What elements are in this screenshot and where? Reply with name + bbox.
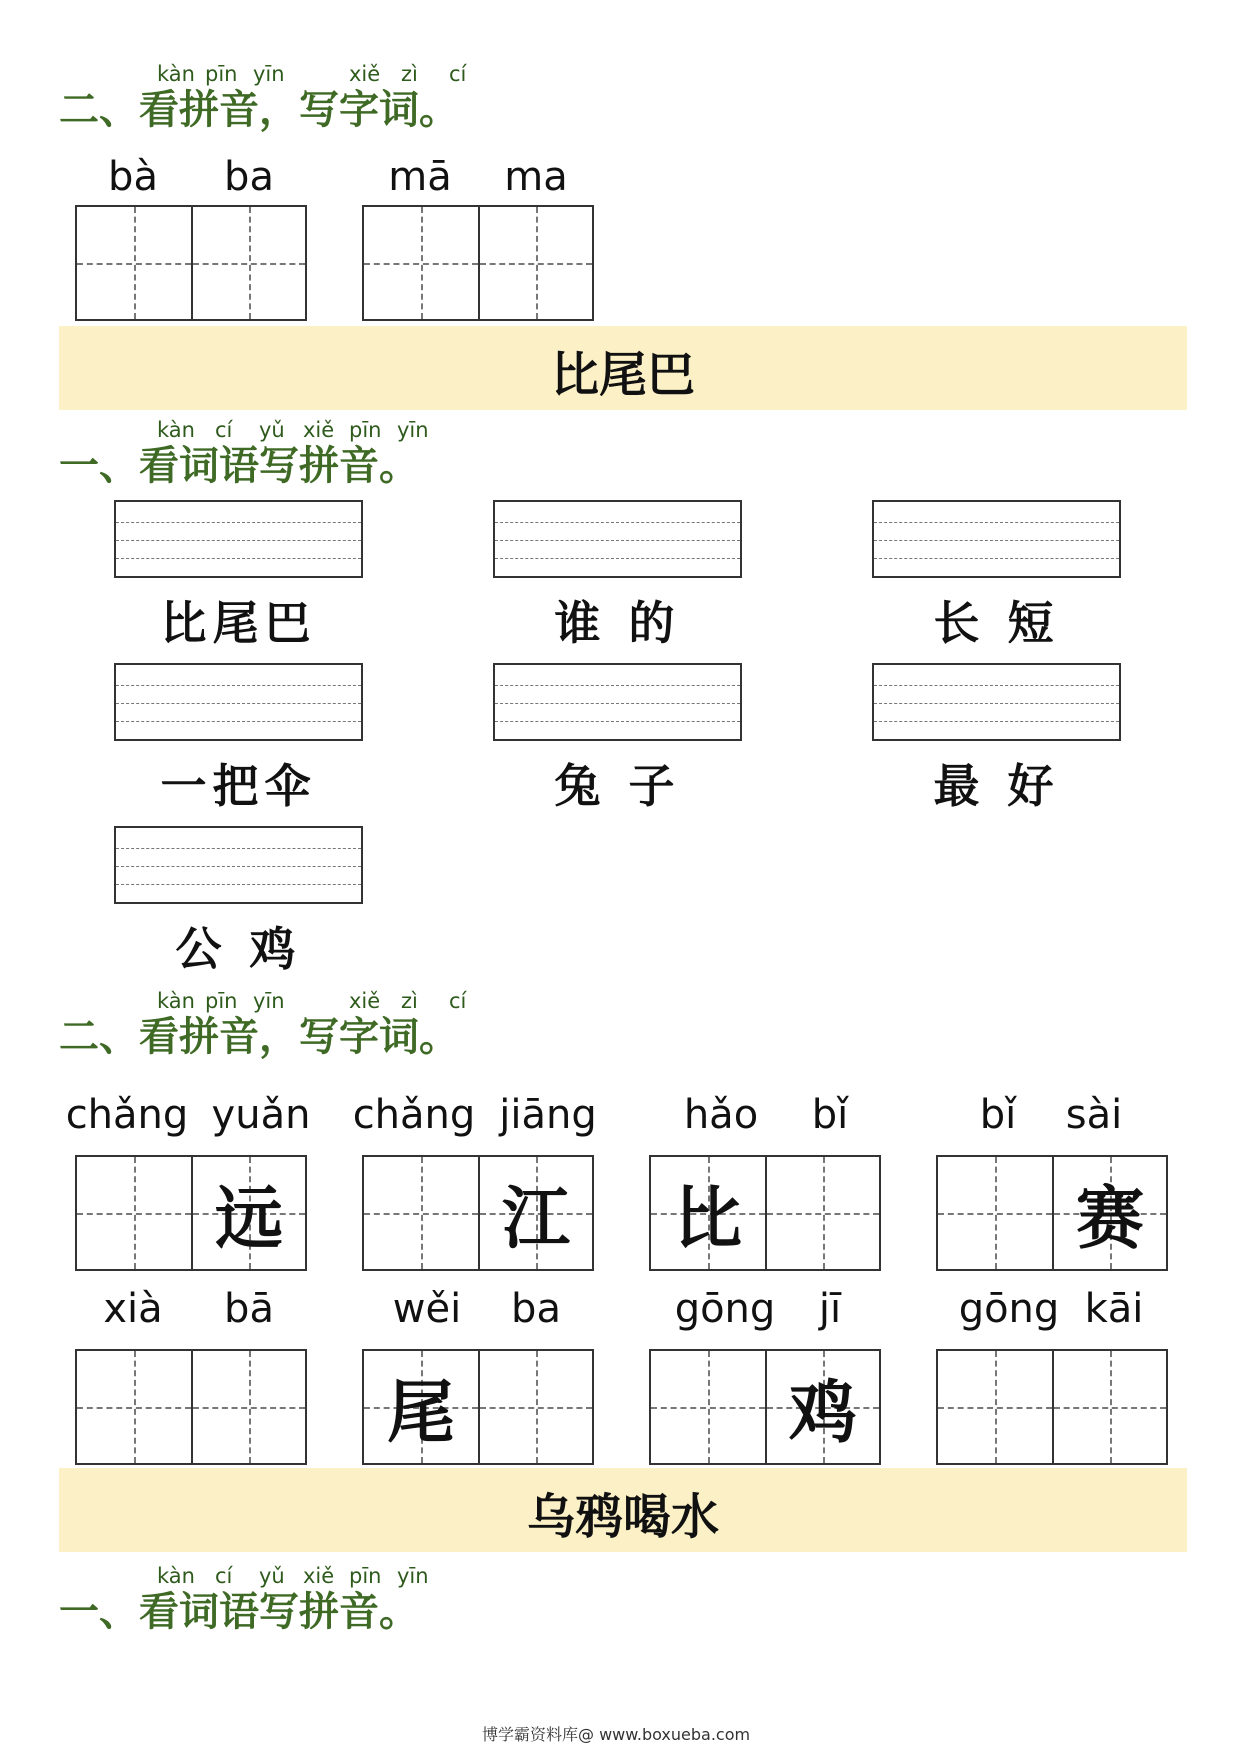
pinyin-writing-box[interactable] bbox=[114, 826, 363, 904]
pinyin: ma bbox=[504, 154, 568, 200]
annotation: pīn bbox=[205, 62, 238, 86]
grid-cell[interactable] bbox=[478, 1351, 592, 1463]
lesson-title: 乌鸦喝水 bbox=[526, 1489, 719, 1545]
grid-cell[interactable] bbox=[1052, 1157, 1166, 1269]
word: 一把伞 bbox=[160, 759, 317, 813]
pinyin: ba bbox=[224, 154, 274, 200]
annotation: yǔ bbox=[259, 1564, 285, 1588]
writing-grid[interactable] bbox=[75, 1349, 307, 1465]
annotation: yīn bbox=[253, 989, 285, 1013]
pinyin: gōng bbox=[674, 1286, 776, 1332]
pinyin: mā bbox=[388, 154, 452, 200]
writing-grid[interactable] bbox=[649, 1349, 881, 1465]
section-heading: 一、看词语写拼音。 bbox=[59, 1588, 419, 1635]
section-heading: 一、看词语写拼音。 bbox=[59, 442, 419, 489]
annotation: yīn bbox=[397, 418, 429, 442]
writing-grid[interactable] bbox=[649, 1155, 881, 1271]
given-char bbox=[651, 1351, 765, 1463]
lesson-banner bbox=[59, 1468, 1187, 1552]
lesson2-part1 bbox=[0, 1552, 1240, 1672]
annotation: pīn bbox=[205, 989, 238, 1013]
given-char bbox=[480, 207, 592, 319]
writing-grid[interactable] bbox=[362, 1155, 594, 1271]
grid-cell[interactable] bbox=[478, 1157, 592, 1269]
pinyin: bà bbox=[108, 154, 158, 200]
annotation: kàn bbox=[157, 1564, 195, 1588]
lesson-title: 比尾巴 bbox=[550, 347, 695, 403]
annotation: xiě bbox=[303, 1564, 335, 1588]
word: 比尾巴 bbox=[160, 596, 317, 650]
pinyin-writing-box[interactable] bbox=[114, 500, 363, 578]
grid-cell[interactable] bbox=[77, 1351, 191, 1463]
given-char: 赛 bbox=[1075, 1178, 1144, 1259]
pinyin: sài bbox=[1065, 1092, 1123, 1138]
annotation: yīn bbox=[253, 62, 285, 86]
given-char bbox=[77, 1351, 191, 1463]
annotation: xiě bbox=[349, 989, 381, 1013]
given-char bbox=[938, 1157, 1052, 1269]
writing-grid[interactable] bbox=[75, 1155, 307, 1271]
annotation: cí bbox=[215, 418, 233, 442]
annotation: xiě bbox=[349, 62, 381, 86]
section-heading: 二、看拼音，写字词。 bbox=[59, 86, 459, 133]
grid-cell[interactable] bbox=[364, 207, 478, 319]
grid-cell[interactable] bbox=[191, 207, 305, 319]
pinyin-writing-box[interactable] bbox=[493, 663, 742, 741]
writing-grid[interactable] bbox=[362, 1349, 594, 1465]
grid-cell[interactable] bbox=[651, 1157, 765, 1269]
grid-cell[interactable] bbox=[77, 207, 191, 319]
pinyin: wěi bbox=[392, 1286, 462, 1332]
given-char: 鸡 bbox=[788, 1372, 857, 1453]
annotation: cí bbox=[215, 1564, 233, 1588]
given-char bbox=[364, 207, 478, 319]
annotation: zì bbox=[401, 989, 418, 1013]
given-char bbox=[767, 1157, 879, 1269]
word: 长 短 bbox=[933, 596, 1060, 650]
word: 公 鸡 bbox=[175, 922, 302, 976]
grid-cell[interactable] bbox=[765, 1157, 879, 1269]
given-char: 尾 bbox=[386, 1372, 455, 1453]
lesson-banner bbox=[59, 326, 1187, 410]
given-char bbox=[193, 1351, 305, 1463]
given-char: 远 bbox=[214, 1178, 283, 1259]
grid-cell[interactable] bbox=[191, 1157, 305, 1269]
pinyin-writing-box[interactable] bbox=[114, 663, 363, 741]
given-char bbox=[364, 1157, 478, 1269]
annotation: yǔ bbox=[259, 418, 285, 442]
given-char bbox=[77, 1157, 191, 1269]
annotation: cí bbox=[449, 989, 467, 1013]
pinyin: kāi bbox=[1084, 1286, 1144, 1332]
writing-grid[interactable] bbox=[936, 1155, 1168, 1271]
section-top bbox=[0, 0, 1240, 330]
pinyin-writing-box[interactable] bbox=[872, 663, 1121, 741]
grid-cell[interactable] bbox=[1052, 1351, 1166, 1463]
grid-cell[interactable] bbox=[364, 1351, 478, 1463]
pinyin: hǎo bbox=[683, 1092, 759, 1138]
given-char bbox=[77, 207, 191, 319]
pinyin: chǎng bbox=[65, 1092, 189, 1138]
grid-cell[interactable] bbox=[938, 1157, 1052, 1269]
grid-cell[interactable] bbox=[765, 1351, 879, 1463]
annotation: zì bbox=[401, 62, 418, 86]
annotation: cí bbox=[449, 62, 467, 86]
given-char bbox=[480, 1351, 592, 1463]
grid-cell[interactable] bbox=[938, 1351, 1052, 1463]
given-char: 江 bbox=[501, 1178, 570, 1259]
pinyin: bǐ bbox=[979, 1092, 1017, 1138]
pinyin: yuǎn bbox=[211, 1092, 311, 1138]
grid-cell[interactable] bbox=[191, 1351, 305, 1463]
writing-grid[interactable] bbox=[362, 205, 594, 321]
annotation: pīn bbox=[349, 1564, 382, 1588]
given-char bbox=[1054, 1351, 1166, 1463]
footer-watermark: 博学霸资料库@ www.boxueba.com bbox=[482, 1725, 751, 1744]
grid-cell[interactable] bbox=[478, 207, 592, 319]
word: 谁 的 bbox=[554, 596, 681, 650]
given-char bbox=[938, 1351, 1052, 1463]
pinyin: gōng bbox=[958, 1286, 1060, 1332]
grid-cell[interactable] bbox=[364, 1157, 478, 1269]
grid-cell[interactable] bbox=[651, 1351, 765, 1463]
lesson1-part1 bbox=[0, 410, 1240, 976]
given-char bbox=[193, 207, 305, 319]
word: 最 好 bbox=[933, 759, 1060, 813]
section-heading: 二、看拼音，写字词。 bbox=[59, 1013, 459, 1060]
writing-grid[interactable] bbox=[75, 205, 307, 321]
annotation: kàn bbox=[157, 62, 195, 86]
pinyin: bǐ bbox=[811, 1092, 849, 1138]
pinyin: jī bbox=[818, 1286, 842, 1332]
grid-cell[interactable] bbox=[77, 1157, 191, 1269]
pinyin-writing-box[interactable] bbox=[493, 500, 742, 578]
pinyin: bā bbox=[224, 1286, 274, 1332]
annotation: kàn bbox=[157, 989, 195, 1013]
pinyin-writing-box[interactable] bbox=[872, 500, 1121, 578]
word: 兔 子 bbox=[554, 759, 681, 813]
annotation: yīn bbox=[397, 1564, 429, 1588]
pinyin: ba bbox=[511, 1286, 561, 1332]
pinyin: chǎng bbox=[352, 1092, 476, 1138]
pinyin: xià bbox=[103, 1286, 163, 1332]
given-char: 比 bbox=[673, 1178, 742, 1259]
annotation: kàn bbox=[157, 418, 195, 442]
annotation: pīn bbox=[349, 418, 382, 442]
writing-grid[interactable] bbox=[936, 1349, 1168, 1465]
lesson1-part2 bbox=[0, 985, 1240, 1455]
annotation: xiě bbox=[303, 418, 335, 442]
pinyin: jiāng bbox=[499, 1092, 597, 1138]
